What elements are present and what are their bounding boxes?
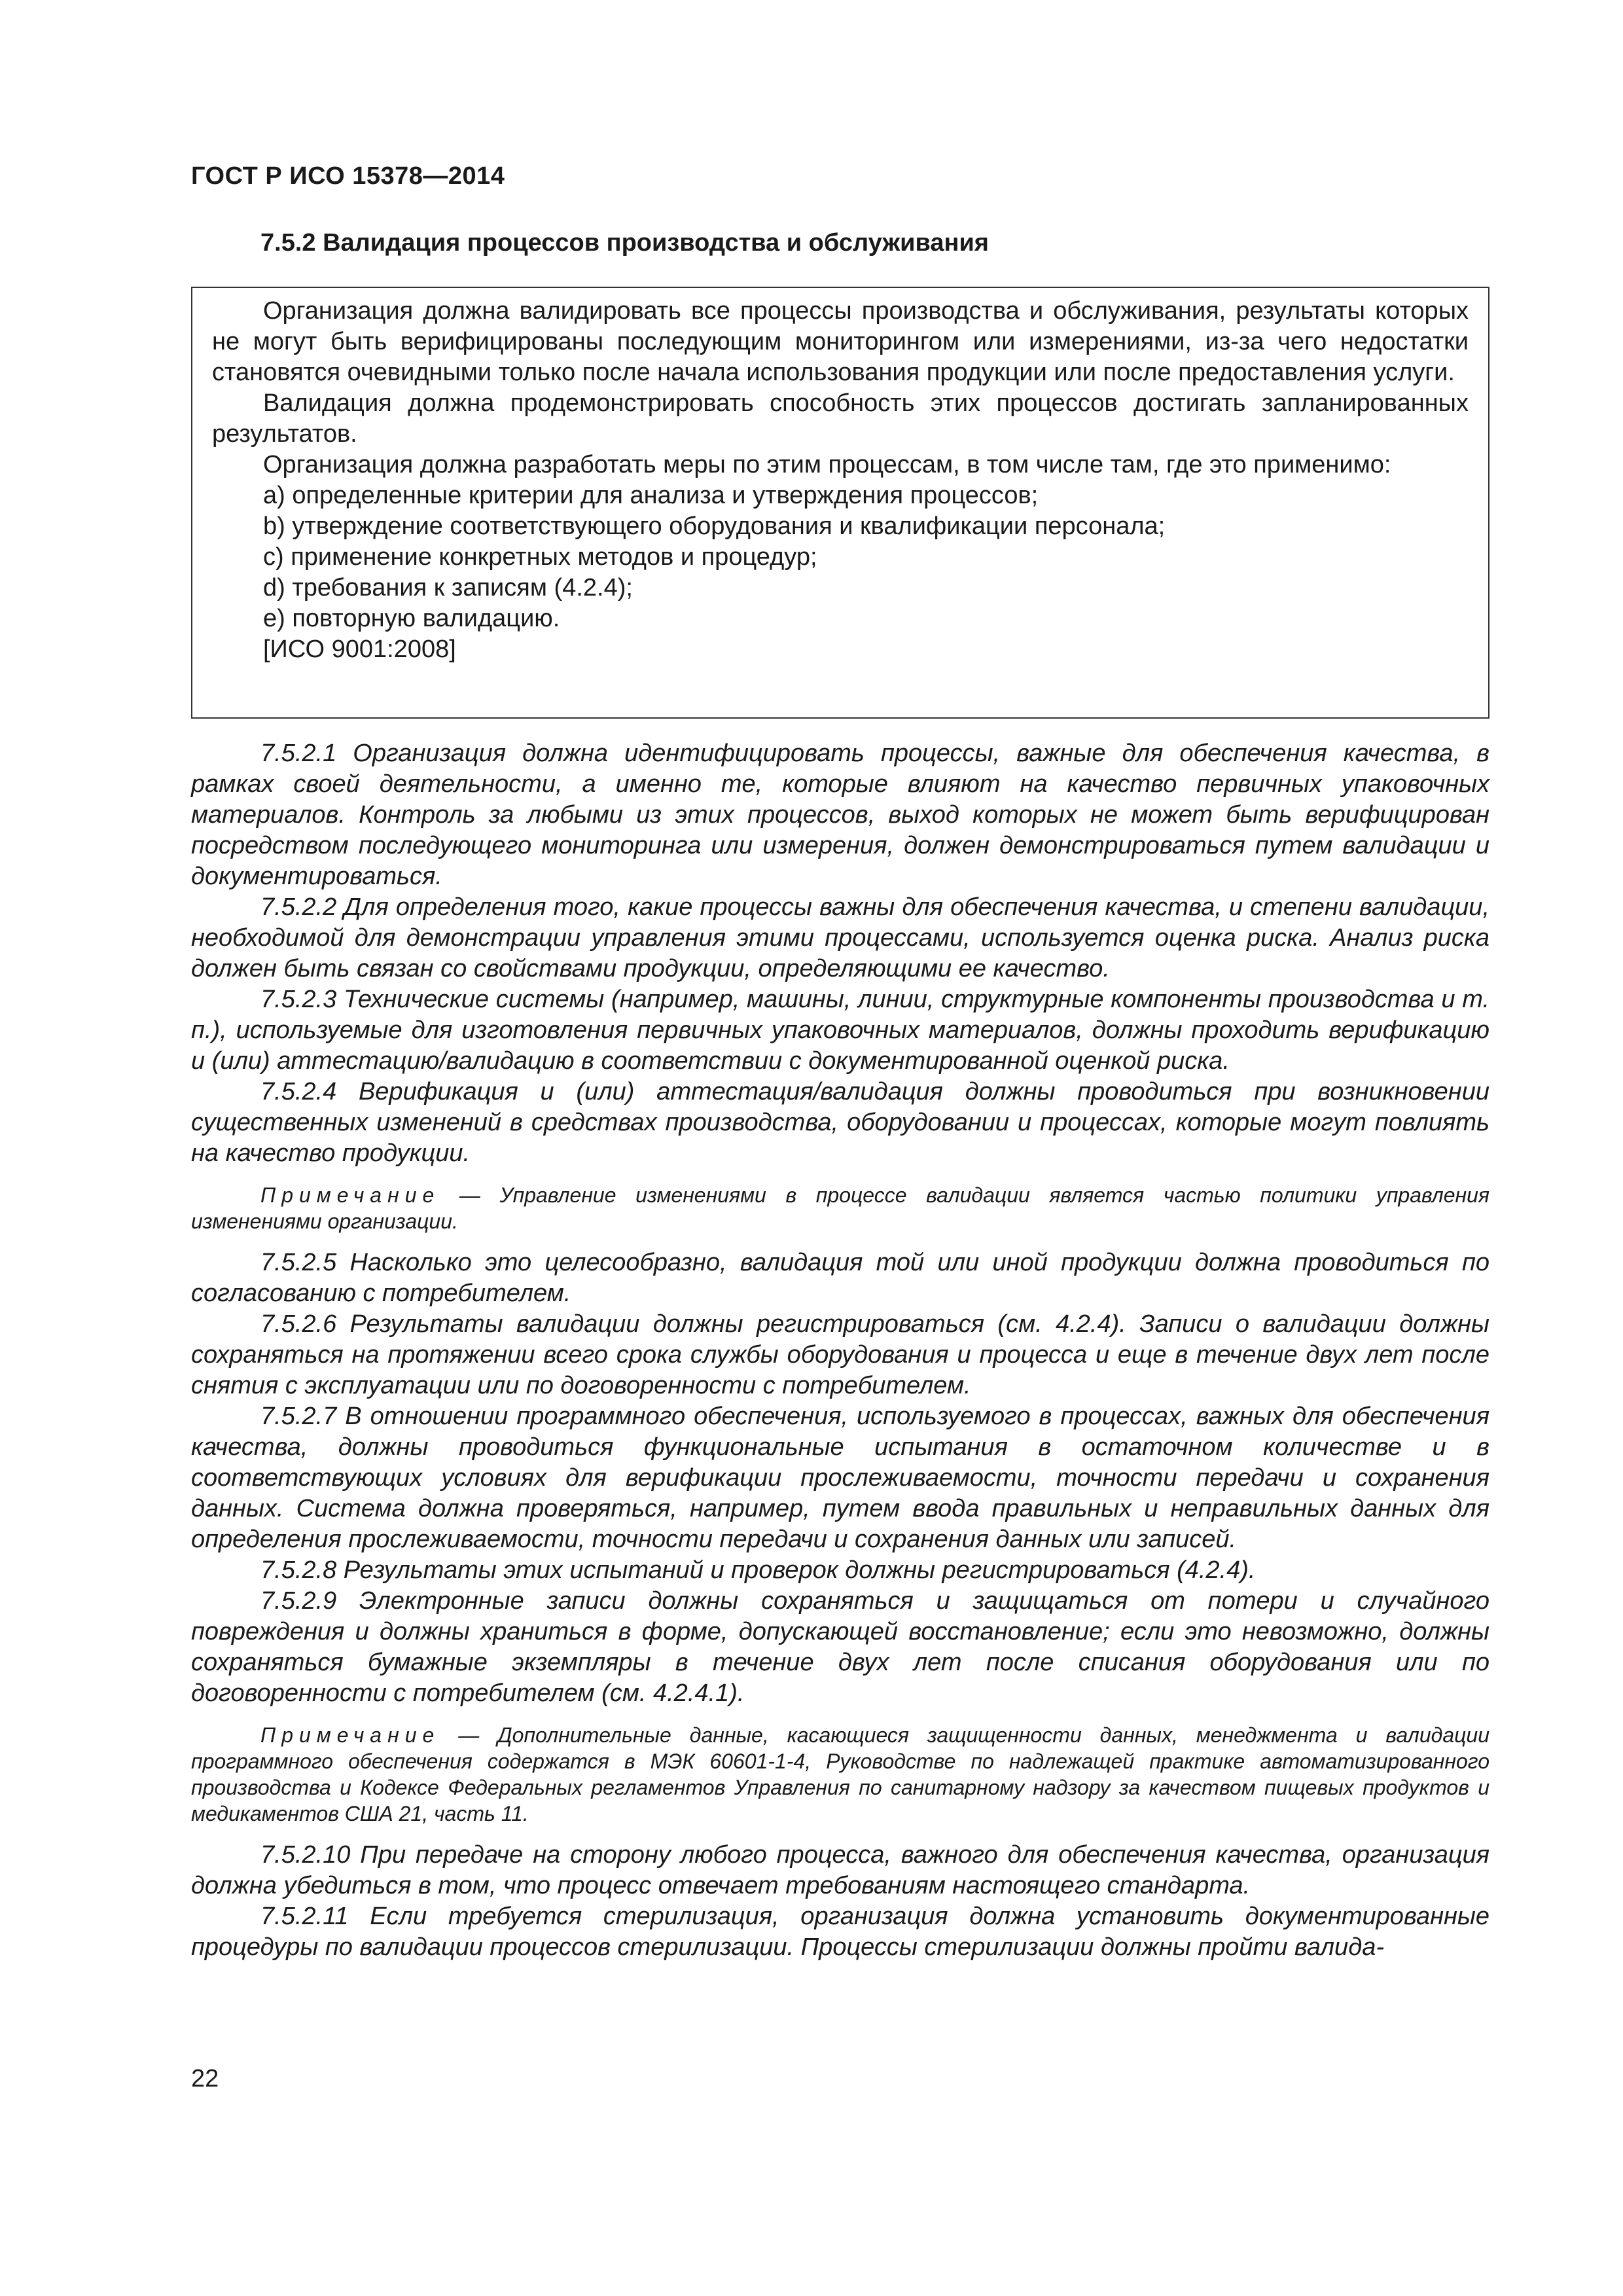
clause-7-5-2-6: 7.5.2.6 Результаты валидации должны регистрироваться (см. 4.2.4). Записи о валидации должны сохраняться на протяжении всего срока службы оборудования и процесса и еще в течение двух лет после снятия с эксплуатации или по договоренности с потребителем. bbox=[191, 1310, 1489, 1399]
clause-7-5-2-1: 7.5.2.1 Организация должна идентифицировать процессы, важные для обеспечения качества, в рамках своей деятельности, а именно те, которые влияют на качество первичных упаковочных материалов. Контроль за любыми из этих процессов, выход которых не может быть верифицирован посредством последующего мониторинга или измерения, должен демонстрироваться путем валидации и документироваться. bbox=[191, 740, 1489, 890]
quote-paragraph: Валидация должна продемонстрировать способность этих процессов достигать запланированных результатов. bbox=[212, 389, 1469, 448]
clause-7-5-2-7: 7.5.2.7 В отношении программного обеспечения, используемого в процессах, важных для обеспечения качества, должны проводиться функциональные испытания в остаточном количестве и в соответствующих условиях для верификации прослеживаемости, точности передачи и сохранения данных. Система должна проверяться, например, путем ввода правильных и неправильных данных для определения прослеживаемости, точности передачи и сохранения данных или записей. bbox=[191, 1403, 1489, 1553]
page-number: 22 bbox=[191, 2065, 219, 2092]
quote-list-item: c) применение конкретных методов и процедур; bbox=[263, 543, 817, 571]
body-text bbox=[191, 738, 1489, 1963]
quote-list-item: d) требования к записям (4.2.4); bbox=[263, 574, 633, 601]
quote-list-item: a) определенные критерии для анализа и утверждения процессов; bbox=[263, 482, 1039, 509]
note-1 bbox=[191, 1182, 1489, 1234]
quoted-requirement-box bbox=[191, 287, 1489, 719]
note-label: Примечание bbox=[260, 1723, 440, 1747]
section-heading: 7.5.2 Валидация процессов производства и обслуживания bbox=[260, 229, 989, 257]
quote-source-reference: [ИСО 9001:2008] bbox=[263, 636, 456, 663]
clause-7-5-2-4: 7.5.2.4 Верификация и (или) аттестация/валидация должны проводиться при возникновении существенных изменений в средствах производства, оборудовании и процессах, которые могут повлиять на качество продукции. bbox=[191, 1078, 1489, 1167]
clause-7-5-2-9: 7.5.2.9 Электронные записи должны сохраняться и защищаться от потери и случайного повреждения и должны храниться в форме, допускающей восстановление; если это невозможно, должны сохраняться бумажные экземпляры в течение двух лет после списания оборудования или по договоренности с потребителем (см. 4.2.4.1). bbox=[191, 1587, 1489, 1707]
clause-7-5-2-5: 7.5.2.5 Насколько это целесообразно, валидация той или иной продукции должна проводиться по согласованию с потребителем. bbox=[191, 1249, 1489, 1307]
quote-list-item: b) утверждение соответствующего оборудования и квалификации персонала; bbox=[263, 512, 1166, 540]
clause-7-5-2-11: 7.5.2.11 Если требуется стерилизация, организация должна установить документированные процедуры по валидации процессов стерилизации. Процессы стерилизации должны пройти валида- bbox=[191, 1903, 1489, 1961]
clause-7-5-2-10: 7.5.2.10 При передаче на сторону любого процесса, важного для обеспечения качества, организация должна убедиться в том, что процесс отвечает требованиям настоящего стандарта. bbox=[191, 1841, 1489, 1899]
clause-7-5-2-3: 7.5.2.3 Технические системы (например, машины, линии, структурные компоненты производства и т. п.), используемые для изготовления первичных упаковочных материалов, должны проходить верификацию и (или) аттестацию/валидацию в соответствии с документированной оценкой риска. bbox=[191, 986, 1489, 1075]
clause-7-5-2-2: 7.5.2.2 Для определения того, какие процессы важны для обеспечения качества, и степени валидации, необходимой для демонстрации управления этими процессами, используется оценка риска. Анализ риска должен быть связан со свойствами продукции, определяющими ее качество. bbox=[191, 893, 1489, 982]
quote-paragraph: Организация должна валидировать все процессы производства и обслуживания, результаты которых не могут быть верифицированы последующим мониторингом или измерениями, из-за чего недостатки становятся очевидными только после начала использования продукции или после предоставления услуги. bbox=[212, 297, 1469, 386]
quote-paragraph: Организация должна разработать меры по этим процессам, в том числе там, где это применимо: bbox=[263, 451, 1391, 478]
note-text: — Дополнительные данные, касающиеся защищенности данных, менеджмента и валидации программного обеспечения содержатся в МЭК 60601-1-4, Руководстве по надлежащей практике автоматизированного производства и Кодексе Федеральных регламентов Управления по санитарному надзору за качеством пищевых продуктов и медикаментов США 21, часть 11. bbox=[191, 1723, 1489, 1825]
document-identifier: ГОСТ Р ИСО 15378—2014 bbox=[191, 162, 505, 190]
note-text: — Управление изменениями в процессе валидации является частью политики управления изменениями организации. bbox=[191, 1183, 1489, 1233]
quote-list-item: e) повторную валидацию. bbox=[263, 605, 560, 632]
clause-7-5-2-8: 7.5.2.8 Результаты этих испытаний и проверок должны регистрироваться (4.2.4). bbox=[260, 1556, 1256, 1584]
note-label: Примечание bbox=[260, 1183, 440, 1207]
note-2 bbox=[191, 1722, 1489, 1827]
